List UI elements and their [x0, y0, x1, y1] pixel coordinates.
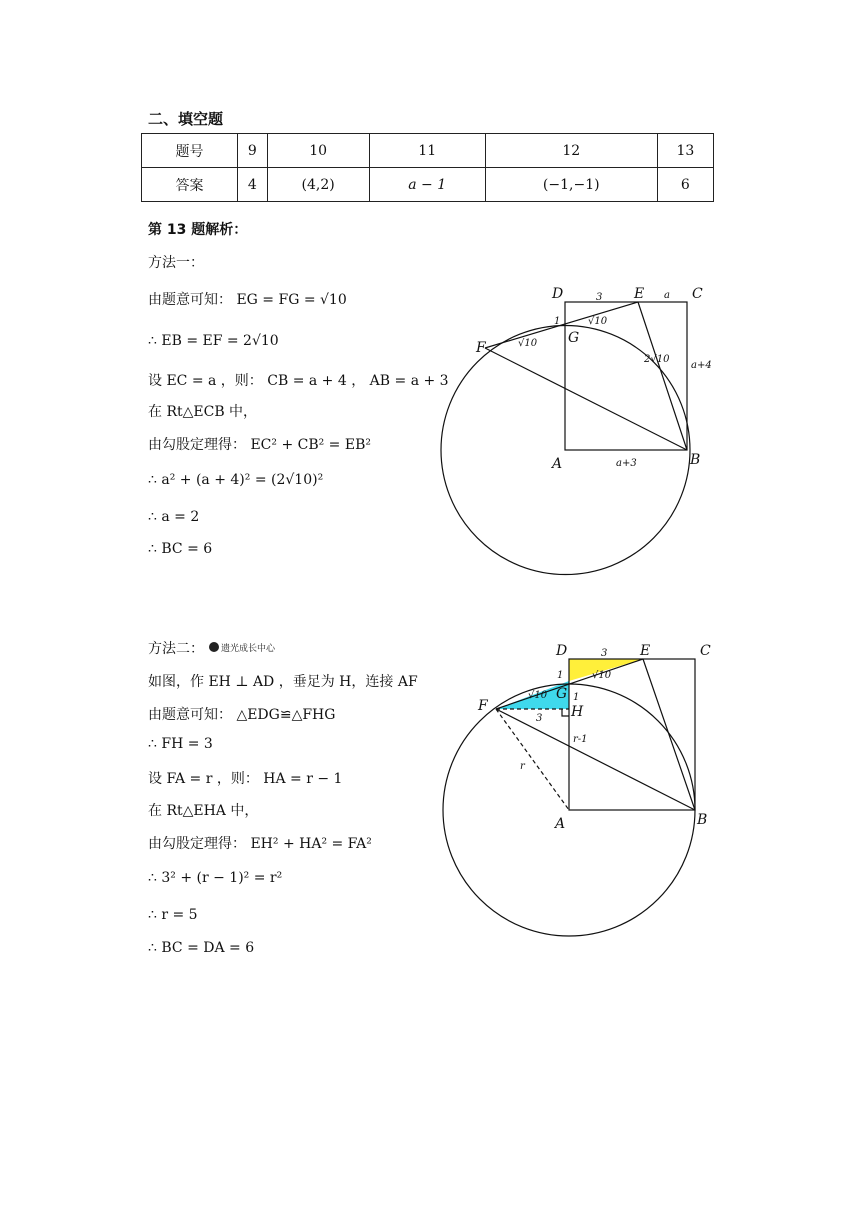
method1-step: ∴ BC = 6	[148, 541, 213, 557]
table-row-numbers	[142, 134, 714, 168]
method2-step: ∴ FH = 3	[148, 736, 213, 752]
method1-step: 在 Rt△ECB 中，	[148, 404, 258, 420]
right-angle-mark	[562, 709, 569, 716]
label-ge: √10	[592, 670, 612, 681]
method1-step: 由勾股定理得： EC² + CB² = EB²	[148, 437, 371, 453]
point-label-a: A	[555, 816, 566, 832]
analysis-heading: 第 13 题解析：	[148, 222, 248, 238]
answer-cell: a − 1	[369, 168, 485, 202]
point-label-d: D	[556, 643, 568, 659]
method1-step: ∴ a = 2	[148, 509, 200, 525]
label-gh: 1	[573, 692, 580, 703]
method1-step: ∴ EB = EF = 2√10	[148, 333, 279, 349]
row-label-number: 题号	[142, 134, 238, 168]
label-cb: a+4	[691, 360, 712, 371]
method1-step: 设 EC = a ，则： CB = a + 4 ， AB = a + 3	[148, 373, 449, 389]
method2-step: 由题意可知： △EDG≌△FHG	[148, 707, 336, 723]
label-eb: 2√10	[644, 354, 670, 365]
point-label-d: D	[552, 286, 564, 302]
point-label-c: C	[700, 643, 711, 659]
rectangle-abcd	[565, 302, 687, 450]
method2-title-row	[148, 638, 282, 658]
point-label-f: F	[476, 340, 486, 356]
label-fg: √10	[518, 338, 538, 349]
method2-title: 方法二：	[148, 641, 204, 657]
point-label-g: G	[556, 686, 568, 702]
point-label-b: B	[690, 452, 701, 468]
method1-step: ∴ a² + (a + 4)² = (2√10)²	[148, 472, 324, 488]
method1-step: 由题意可知： EG = FG = √10	[148, 292, 347, 308]
method2-step: 如图，作 EH ⊥ AD ，垂足为 H，连接 AF	[148, 674, 418, 690]
label-dg: 1	[554, 316, 561, 327]
question-number-cell: 12	[485, 134, 657, 168]
point-label-h: H	[571, 704, 584, 720]
label-ge: √10	[588, 316, 608, 327]
label-dg: 1	[557, 670, 564, 681]
answer-cell: 6	[657, 168, 713, 202]
label-ec: a	[664, 290, 670, 301]
point-label-e: E	[634, 286, 645, 302]
label-ab: a+3	[616, 458, 637, 469]
point-label-e: E	[640, 643, 651, 659]
label-fa: r	[520, 761, 525, 772]
method2-step: 由勾股定理得： EH² + HA² = FA²	[148, 836, 372, 852]
label-fg: √10	[528, 690, 548, 701]
answer-cell: (−1,−1)	[485, 168, 657, 202]
question-number-cell: 11	[369, 134, 485, 168]
point-label-c: C	[692, 286, 703, 302]
answer-table	[141, 133, 714, 202]
point-label-b: B	[697, 812, 708, 828]
method2-step: 设 FA = r ，则： HA = r − 1	[148, 771, 343, 787]
geometry-figure-1	[430, 280, 730, 580]
method1-title: 方法一：	[148, 255, 204, 271]
method2-step: ∴ 3² + (r − 1)² = r²	[148, 870, 283, 886]
segment-fa	[496, 709, 569, 810]
row-label-answer: 答案	[142, 168, 238, 202]
question-number-cell: 9	[238, 134, 268, 168]
label-ha: r-1	[573, 734, 588, 745]
geometry-figure-2	[430, 638, 730, 948]
watermark-logo	[208, 640, 282, 658]
answer-cell: (4,2)	[267, 168, 369, 202]
table-row-answers	[142, 168, 714, 202]
label-de: 3	[596, 292, 603, 303]
method2-step: ∴ r = 5	[148, 907, 198, 923]
svg-text:遗光成长中心: 遗光成长中心	[221, 644, 276, 654]
question-number-cell: 10	[267, 134, 369, 168]
answer-cell: 4	[238, 168, 268, 202]
point-label-f: F	[478, 698, 488, 714]
segment-eb	[638, 302, 687, 450]
method2-step: ∴ BC = DA = 6	[148, 940, 255, 956]
rectangle-abcd	[569, 659, 695, 810]
point-label-a: A	[552, 456, 563, 472]
segment-fe	[485, 302, 638, 348]
section-title: 二、填空题	[148, 110, 224, 128]
question-number-cell: 13	[657, 134, 713, 168]
label-de: 3	[601, 648, 608, 659]
point-label-g: G	[568, 330, 580, 346]
method2-step: 在 Rt△EHA 中，	[148, 803, 259, 819]
label-fh: 3	[536, 713, 543, 724]
